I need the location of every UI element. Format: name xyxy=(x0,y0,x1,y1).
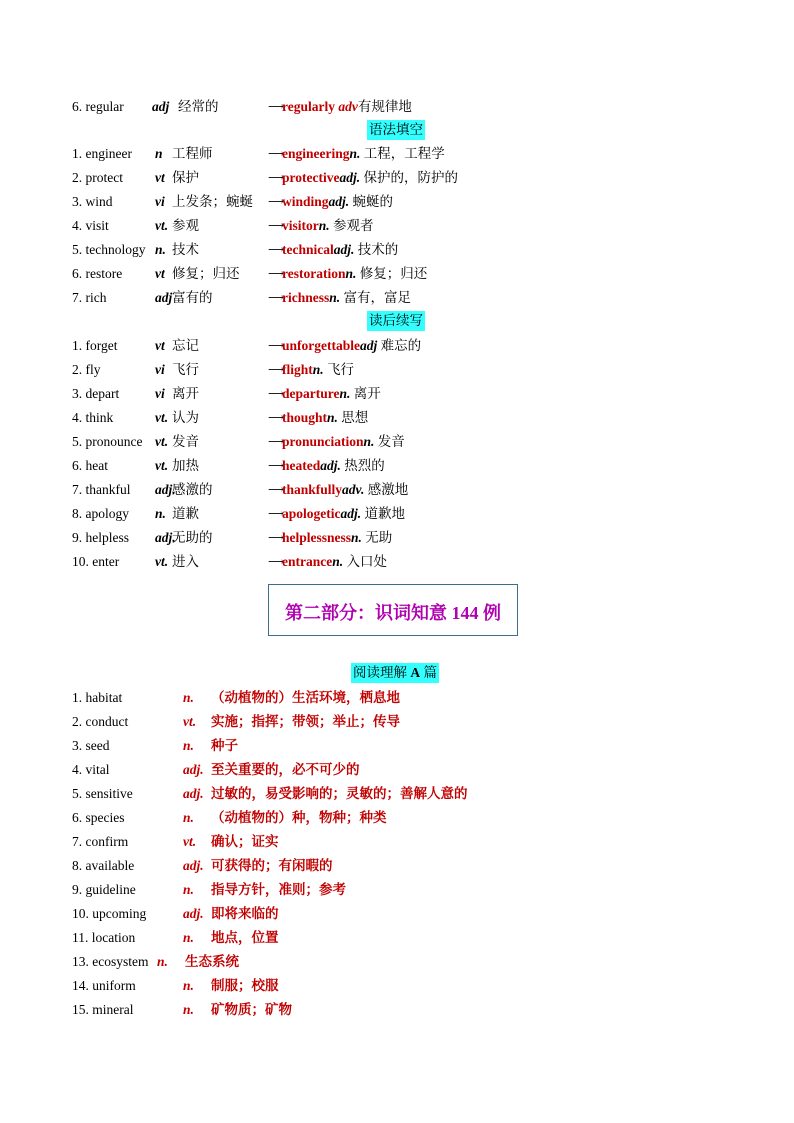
meaning: 富有的 xyxy=(172,290,213,305)
vocab-row xyxy=(0,334,794,358)
derived-meaning: 参观者 xyxy=(333,218,374,233)
meaning: 工程师 xyxy=(172,146,213,161)
derived-pos: n. xyxy=(312,362,324,377)
arrow-icon: ⟶ xyxy=(268,388,284,400)
headword: 14. uniform xyxy=(72,978,136,993)
derived-entry xyxy=(282,190,393,214)
derived-word: entrance xyxy=(282,554,333,569)
headword: 1. habitat xyxy=(72,690,123,705)
derived-entry xyxy=(282,358,354,382)
headword: 4. think xyxy=(72,410,114,425)
derived-word: restoration xyxy=(282,266,346,281)
derived-pos: adj. xyxy=(340,506,362,521)
vocab-row xyxy=(0,238,794,262)
headword: 1. engineer xyxy=(72,146,132,161)
derived-entry xyxy=(282,550,387,574)
headword: 3. depart xyxy=(72,386,120,401)
part-of-speech: vi xyxy=(155,362,165,377)
part-of-speech: adj. xyxy=(183,762,204,777)
headword: 7. confirm xyxy=(72,834,129,849)
arrow-icon: ⟶ xyxy=(268,364,284,376)
derived-entry xyxy=(282,502,405,526)
headword: 9. helpless xyxy=(72,530,129,545)
derived-meaning: 发音 xyxy=(377,434,405,449)
derived-meaning: 工程，工程学 xyxy=(363,146,445,161)
vocab-row xyxy=(0,926,794,950)
meaning: 可获得的；有闲暇的 xyxy=(211,858,333,873)
meaning: 参观 xyxy=(172,218,199,233)
meaning: 矿物质；矿物 xyxy=(211,1002,292,1017)
derived-word: unforgettable xyxy=(282,338,360,353)
section-heading-grammar: 语法填空 xyxy=(367,120,425,140)
derived-word: winding xyxy=(282,194,329,209)
derived-entry xyxy=(282,526,392,550)
part-of-speech: adj xyxy=(155,290,173,305)
derived-meaning: 无助 xyxy=(365,530,393,545)
headword: 2. protect xyxy=(72,170,123,185)
part-of-speech: n. xyxy=(155,242,166,257)
part-of-speech: n. xyxy=(183,1002,194,1017)
derived-pos: n. xyxy=(349,146,361,161)
part-of-speech: adj xyxy=(152,99,170,114)
derived-word: thought xyxy=(282,410,328,425)
headword: 7. thankful xyxy=(72,482,131,497)
part-of-speech: adj. xyxy=(183,786,204,801)
vocab-row xyxy=(0,358,794,382)
headword: 11. location xyxy=(72,930,136,945)
derived-entry xyxy=(282,334,421,358)
derived-pos: n. xyxy=(318,218,330,233)
derived-meaning: 热烈的 xyxy=(344,458,385,473)
derived-word: technical xyxy=(282,242,334,257)
vocab-row xyxy=(0,406,794,430)
vocab-row xyxy=(0,830,794,854)
part-of-speech: n. xyxy=(183,810,194,825)
part-of-speech: vt. xyxy=(183,714,197,729)
section-heading-reading-a: 阅读理解 A 篇 xyxy=(351,663,439,683)
headword: 6. restore xyxy=(72,266,123,281)
part-of-speech: vt. xyxy=(183,834,197,849)
derived-pos: adj xyxy=(360,338,378,353)
derived-pos: n. xyxy=(327,410,338,425)
derived-meaning: 蜿蜒的 xyxy=(352,194,394,209)
meaning: 离开 xyxy=(172,386,199,401)
derived-word: engineering xyxy=(282,146,350,161)
derived-word: richness xyxy=(282,290,330,305)
arrow-icon: ⟶ xyxy=(268,268,284,280)
part-title: 第二部分：识词知意 144 例 xyxy=(285,603,501,623)
headword: 5. sensitive xyxy=(72,786,133,801)
headword: 3. seed xyxy=(72,738,110,753)
part-of-speech: n. xyxy=(183,690,194,705)
section-heading-continuation: 读后续写 xyxy=(367,311,425,331)
part-of-speech: adj. xyxy=(155,530,176,545)
meaning: 至关重要的，必不可少的 xyxy=(211,762,360,777)
arrow-icon: ⟶ xyxy=(268,244,284,256)
meaning: 修复；归还 xyxy=(172,266,240,281)
derived-word: flight xyxy=(282,362,313,377)
derived-word: visitor xyxy=(282,218,319,233)
part-of-speech: adj. xyxy=(155,482,176,497)
part-of-speech: vi xyxy=(155,194,165,209)
arrow-icon: ⟶ xyxy=(268,436,284,448)
derived-pos: n. xyxy=(345,266,357,281)
part-of-speech: adj. xyxy=(183,906,204,921)
vocab-row xyxy=(0,686,794,710)
derived-entry xyxy=(282,454,385,478)
vocab-row xyxy=(0,734,794,758)
part-of-speech: n. xyxy=(183,738,194,753)
part-of-speech: vt. xyxy=(155,218,169,233)
meaning: 指导方针，准则；参考 xyxy=(211,882,346,897)
meaning: 生态系统 xyxy=(185,954,239,969)
derived-entry xyxy=(282,262,427,286)
derived-entry xyxy=(282,430,405,454)
part-of-speech: vt xyxy=(155,266,165,281)
vocab-row xyxy=(0,782,794,806)
derived-pos: n. xyxy=(339,386,351,401)
derived-pos: adj. xyxy=(328,194,350,209)
meaning: 经常的 xyxy=(178,99,219,114)
meaning: 制服；校服 xyxy=(211,978,279,993)
arrow-icon: ⟶ xyxy=(268,101,284,113)
derived-meaning: 飞行 xyxy=(327,362,355,377)
vocab-row xyxy=(0,710,794,734)
derived-word: apologetic xyxy=(282,506,341,521)
meaning: 加热 xyxy=(172,458,199,473)
vocab-row xyxy=(0,806,794,830)
headword: 3. wind xyxy=(72,194,113,209)
arrow-icon: ⟶ xyxy=(268,340,284,352)
headword: 6. species xyxy=(72,810,125,825)
meaning: 种子 xyxy=(211,738,238,753)
headword: 6. regular xyxy=(72,99,124,114)
part-of-speech: n. xyxy=(157,954,168,969)
headword: 10. enter xyxy=(72,554,120,569)
derived-meaning: 思想 xyxy=(341,410,369,425)
derived-word: pronunciation xyxy=(282,434,364,449)
vocab-row xyxy=(0,382,794,406)
derived-entry xyxy=(282,166,458,190)
vocab-row xyxy=(0,854,794,878)
vocab-row xyxy=(0,142,794,166)
meaning: （动植物的）生活环境，栖息地 xyxy=(211,690,400,705)
derived-word: helplessness xyxy=(282,530,352,545)
meaning: 过敏的，易受影响的；灵敏的；善解人意的 xyxy=(211,786,468,801)
meaning: 保护 xyxy=(172,170,199,185)
part-title-box xyxy=(268,584,518,636)
headword: 7. rich xyxy=(72,290,107,305)
arrow-icon: ⟶ xyxy=(268,460,284,472)
derived-entry xyxy=(282,214,374,238)
vocab-row xyxy=(0,190,794,214)
part-of-speech: n. xyxy=(183,882,194,897)
vocab-row xyxy=(0,902,794,926)
derived-word: regularly adv有规律地 xyxy=(282,99,412,114)
derived-meaning: 富有，富足 xyxy=(343,290,412,305)
arrow-icon: ⟶ xyxy=(268,556,284,568)
vocab-row xyxy=(0,502,794,526)
derived-entry xyxy=(282,238,398,262)
derived-meaning: 离开 xyxy=(353,386,381,401)
vocab-row xyxy=(0,286,794,310)
headword: 9. guideline xyxy=(72,882,136,897)
vocab-row xyxy=(0,526,794,550)
meaning: 无助的 xyxy=(172,530,213,545)
headword: 8. available xyxy=(72,858,135,873)
arrow-icon: ⟶ xyxy=(268,532,284,544)
vocab-row xyxy=(0,550,794,574)
headword: 1. forget xyxy=(72,338,118,353)
derived-word: protective xyxy=(282,170,340,185)
headword: 5. pronounce xyxy=(72,434,143,449)
vocab-row xyxy=(0,758,794,782)
part-of-speech: vt. xyxy=(155,458,169,473)
vocab-row xyxy=(0,262,794,286)
part-of-speech: adj. xyxy=(183,858,204,873)
part-of-speech: vi xyxy=(155,386,165,401)
headword: 6. heat xyxy=(72,458,108,473)
headword: 2. fly xyxy=(72,362,101,377)
derived-pos: adj. xyxy=(320,458,341,473)
vocab-row xyxy=(0,950,794,974)
derived-meaning: 难忘的 xyxy=(380,338,422,353)
vocab-row xyxy=(0,95,794,119)
derived-entry xyxy=(282,478,408,502)
part-of-speech: n. xyxy=(183,978,194,993)
part-of-speech: vt. xyxy=(155,434,169,449)
derived-meaning: 入口处 xyxy=(346,554,387,569)
derived-entry xyxy=(282,286,411,310)
arrow-icon: ⟶ xyxy=(268,508,284,520)
meaning: 上发条；蜿蜒 xyxy=(172,194,253,209)
derived-pos: n. xyxy=(363,434,375,449)
vocab-row xyxy=(0,878,794,902)
arrow-icon: ⟶ xyxy=(268,484,284,496)
arrow-icon: ⟶ xyxy=(268,292,284,304)
derived-pos: adj. xyxy=(333,242,355,257)
part-of-speech: n. xyxy=(183,930,194,945)
arrow-icon: ⟶ xyxy=(268,220,284,232)
derived-meaning: 保护的，防护的 xyxy=(363,170,458,185)
headword: 4. visit xyxy=(72,218,109,233)
vocab-row xyxy=(0,166,794,190)
derived-pos: n. xyxy=(329,290,341,305)
derived-entry xyxy=(282,406,368,430)
derived-meaning: 感激地 xyxy=(367,482,409,497)
arrow-icon: ⟶ xyxy=(268,172,284,184)
part-of-speech: n xyxy=(155,146,163,161)
meaning: 即将来临的 xyxy=(211,906,279,921)
vocab-row xyxy=(0,214,794,238)
headword: 15. mineral xyxy=(72,1002,134,1017)
meaning: 感激的 xyxy=(172,482,213,497)
vocab-row xyxy=(0,478,794,502)
derived-pos: n. xyxy=(351,530,362,545)
derived-word: heated xyxy=(282,458,321,473)
meaning: 实施；指挥；带领；举止；传导 xyxy=(211,714,400,729)
meaning: 确认；证实 xyxy=(211,834,279,849)
meaning: 进入 xyxy=(172,554,199,569)
headword: 8. apology xyxy=(72,506,129,521)
derived-entry xyxy=(282,142,445,166)
meaning: 飞行 xyxy=(172,362,199,377)
derived-entry xyxy=(282,382,381,406)
part-of-speech: n. xyxy=(155,506,166,521)
arrow-icon: ⟶ xyxy=(268,196,284,208)
derived-meaning: 道歉地 xyxy=(364,506,406,521)
meaning: （动植物的）种，物种；种类 xyxy=(211,810,387,825)
vocab-row xyxy=(0,430,794,454)
vocab-row xyxy=(0,974,794,998)
derived-word: thankfully xyxy=(282,482,343,497)
meaning: 地点，位置 xyxy=(211,930,279,945)
arrow-icon: ⟶ xyxy=(268,148,284,160)
meaning: 道歉 xyxy=(172,506,199,521)
meaning: 技术 xyxy=(172,242,199,257)
headword: 5. technology xyxy=(72,242,146,257)
part-of-speech: vt xyxy=(155,338,165,353)
derived-meaning: 技术的 xyxy=(357,242,399,257)
arrow-icon: ⟶ xyxy=(268,412,284,424)
meaning: 认为 xyxy=(172,410,199,425)
derived-pos: adj. xyxy=(339,170,361,185)
headword: 2. conduct xyxy=(72,714,129,729)
derived-pos: adv. xyxy=(342,482,365,497)
derived-meaning: 修复；归还 xyxy=(359,266,428,281)
vocab-row xyxy=(0,454,794,478)
headword: 4. vital xyxy=(72,762,110,777)
headword: 13. ecosystem xyxy=(72,954,149,969)
part-of-speech: vt. xyxy=(155,410,169,425)
derived-pos: n. xyxy=(332,554,344,569)
part-of-speech: vt xyxy=(155,170,165,185)
derived-word: departure xyxy=(282,386,340,401)
vocab-row xyxy=(0,998,794,1022)
meaning: 发音 xyxy=(172,434,199,449)
part-of-speech: vt. xyxy=(155,554,169,569)
meaning: 忘记 xyxy=(172,338,199,353)
headword: 10. upcoming xyxy=(72,906,147,921)
